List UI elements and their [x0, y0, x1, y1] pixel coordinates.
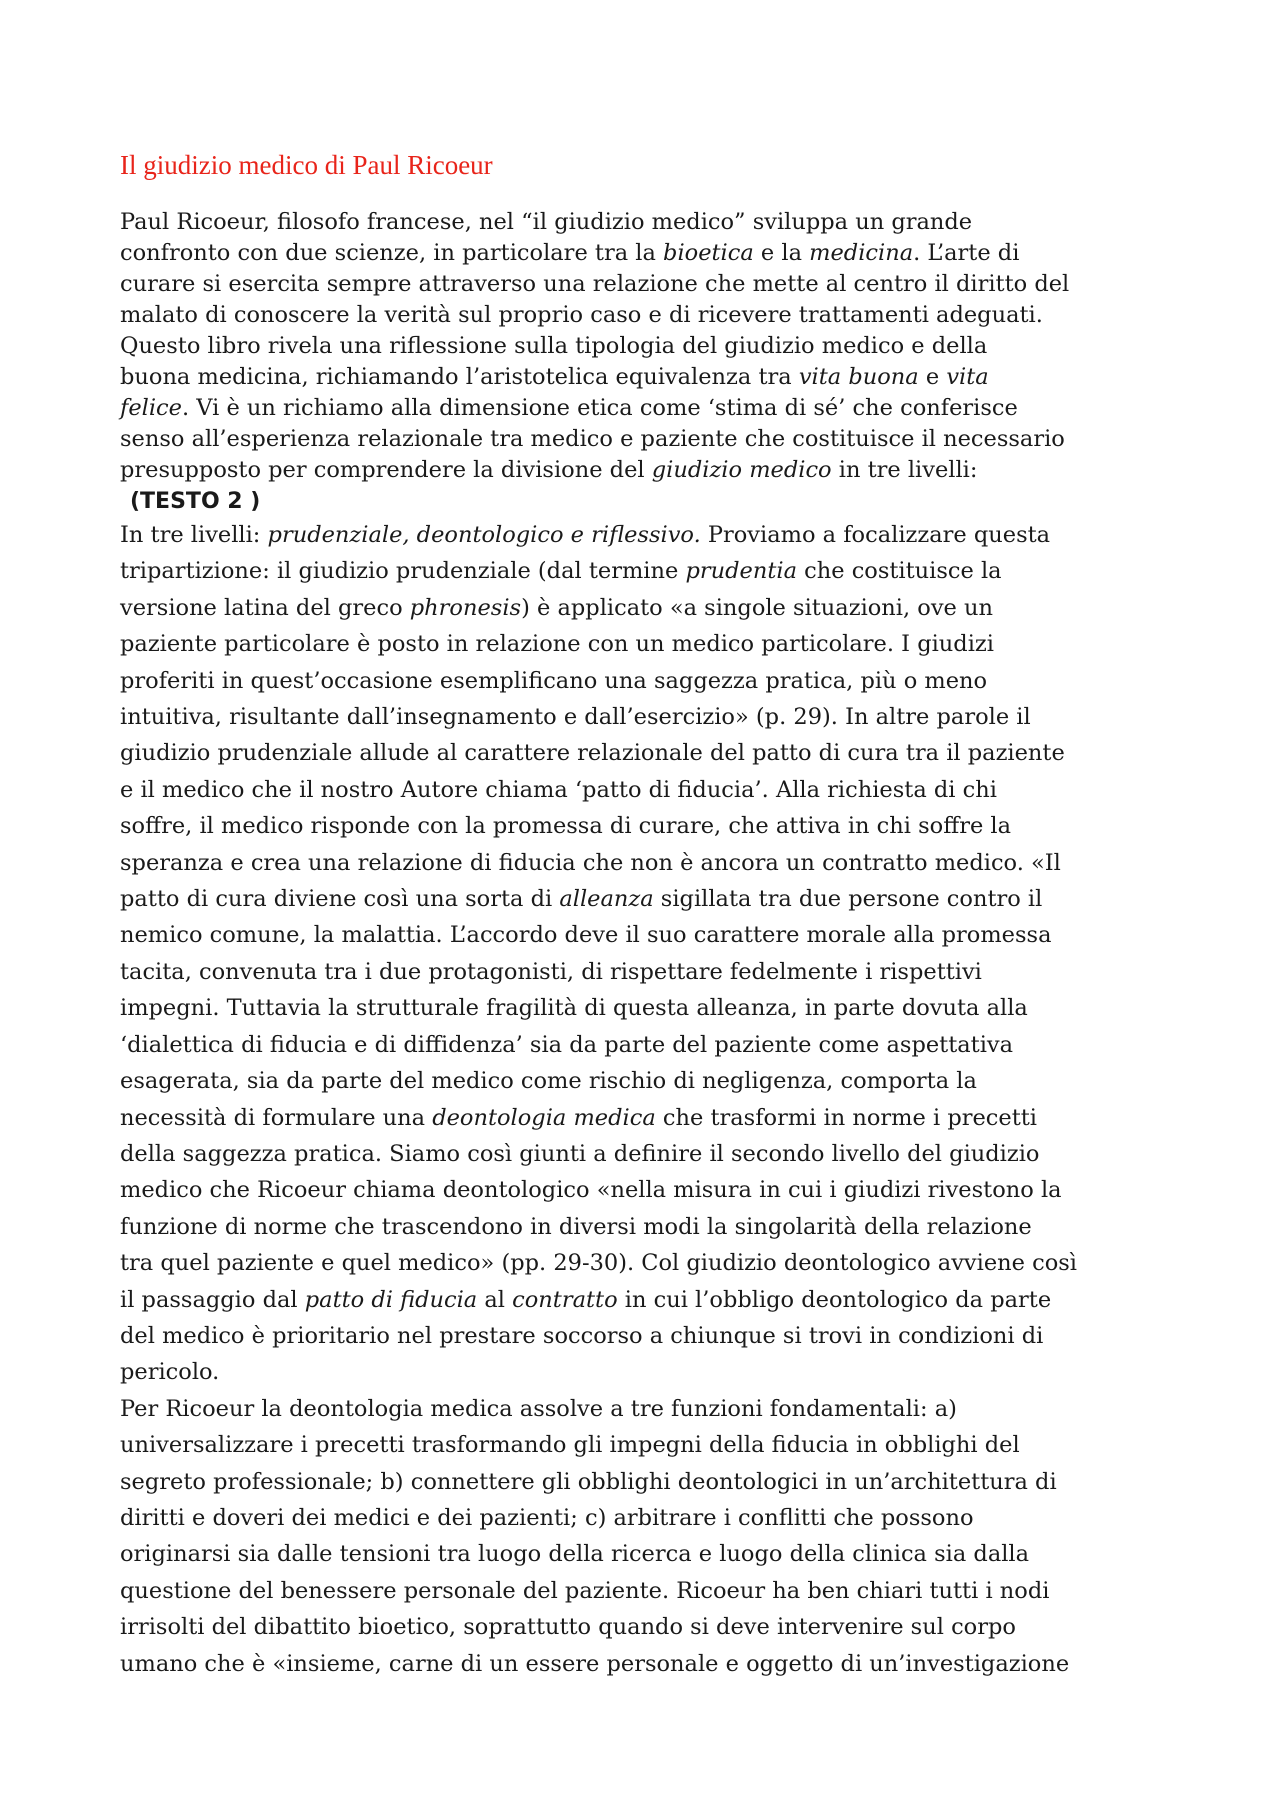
text-run: sigillata tra due persone contro il	[653, 886, 1043, 913]
text-run: Questo libro rivela una riflessione sulla tipologia del giudizio medico e della	[120, 333, 988, 359]
text-line	[120, 424, 1180, 455]
text-run: confronto con due scienze, in particolare tra la	[120, 240, 664, 266]
text-line	[120, 1063, 1180, 1099]
text-run: irrisolti del dibattito bioetico, soprattutto quando si deve intervenire sul corpo	[120, 1614, 1016, 1641]
text-line	[120, 300, 1180, 331]
intro-paragraph	[120, 207, 1180, 486]
text-run: questione del benessere personale del paziente. Ricoeur ha ben chiari tutti i nodi	[120, 1577, 1050, 1604]
text-run: originarsi sia dalle tensioni tra luogo della ricerca e luogo della clinica sia dalla	[120, 1541, 1030, 1568]
text-run: e il medico che il nostro Autore chiama ‘patto di fiducia’. Alla richiesta di chi	[120, 776, 997, 803]
text-run: tra quel paziente e quel medico» (pp. 29-30). Col giudizio deontologico avviene così	[120, 1250, 1078, 1277]
text-line	[120, 845, 1180, 881]
text-run: della saggezza pratica. Siamo così giunti a definire il secondo livello del giudizio	[120, 1140, 1040, 1167]
text-line	[120, 954, 1180, 990]
text-run: Proviamo a focalizzare questa	[700, 522, 1051, 548]
text-run: malato di conoscere la verità sul proprio caso e di ricevere trattamenti adeguati.	[120, 302, 1043, 328]
text-line	[120, 772, 1180, 808]
text-run: paziente particolare è posto in relazione con un medico particolare. I giudizi	[120, 631, 994, 658]
text-line	[120, 881, 1180, 917]
text-run: diritti e doveri dei medici e dei pazienti; c) arbitrare i conflitti che possono	[120, 1504, 974, 1531]
text-run: nemico comune, la malattia. L’accordo deve il suo carattere morale alla promessa	[120, 922, 1052, 949]
text-line	[120, 1318, 1180, 1354]
text-run: Per Ricoeur la deontologia medica assolve a tre funzioni fondamentali: a)	[120, 1395, 957, 1422]
text-run: intuitiva, risultante dall’insegnamento e dall’esercizio» (p. 29). In altre parole il	[120, 704, 1031, 731]
text-line	[120, 590, 1180, 626]
text-line	[120, 553, 1180, 589]
text-line	[120, 1391, 1180, 1427]
text-line	[120, 1282, 1180, 1318]
text-line	[120, 917, 1180, 953]
text-run: impegni. Tuttavia la strutturale fragilità di questa alleanza, in parte dovuta alla	[120, 995, 1028, 1022]
text-run: funzione di norme che trascendono in diversi modi la singolarità della relazione	[120, 1213, 1032, 1240]
text-run: Paul Ricoeur, filosofo francese, nel “il giudizio medico” sviluppa un grande	[120, 209, 973, 235]
text-run: il passaggio dal	[120, 1286, 305, 1313]
text-run: . Vi è un richiamo alla dimensione etica come ‘stima di sé’ che conferisce	[181, 395, 1018, 421]
text-run: speranza e crea una relazione di fiducia che non è ancora un contratto medico. «Il	[120, 849, 1061, 876]
italic-text: bioetica	[663, 240, 754, 266]
italic-text: phronesis	[409, 594, 522, 621]
text-line	[120, 455, 1180, 486]
text-run: che costituisce la	[796, 558, 1002, 585]
text-line	[120, 663, 1180, 699]
text-run: necessità di formulare una	[120, 1104, 433, 1131]
text-run: medico che Ricoeur chiama deontologico «nella misura in cui i giudizi rivestono la	[120, 1177, 1062, 1204]
text-run: in cui l’obbligo deontologico da parte	[617, 1286, 1052, 1313]
text-line	[120, 1573, 1180, 1609]
text-run: giudizio prudenziale allude al carattere relazionale del patto di cura tra il paziente	[120, 740, 1065, 767]
text-run: umano che è «insieme, carne di un essere personale e oggetto di un’investigazione	[120, 1650, 1070, 1677]
text-line	[120, 1172, 1180, 1208]
italic-text: deontologia medica	[432, 1104, 656, 1131]
italic-text: prudenziale, deontologico e riflessivo.	[267, 522, 701, 548]
text-line	[120, 1536, 1180, 1572]
text-run: segreto professionale; b) connettere gli obblighi deontologici in un’architettura di	[120, 1468, 1057, 1495]
italic-text: medicina	[809, 240, 914, 266]
text-line	[120, 1245, 1180, 1281]
text-line	[120, 269, 1180, 300]
italic-text: felice	[120, 395, 182, 421]
text-run: curare si esercita sempre attraverso una relazione che mette al centro il diritto del	[120, 271, 1070, 297]
italic-text: alleanza	[559, 886, 654, 913]
text-line	[120, 1136, 1180, 1172]
text-run: in tre livelli:	[831, 457, 978, 483]
text-run: che trasformi in norme i precetti	[655, 1104, 1037, 1131]
text-run: esagerata, sia da parte del medico come rischio di negligenza, comporta la	[120, 1068, 977, 1095]
text-run: ) è applicato «a singole situazioni, ove un	[521, 594, 994, 621]
text-line	[120, 1100, 1180, 1136]
italic-text: giudizio medico	[651, 457, 832, 483]
italic-text: prudentia	[685, 558, 797, 585]
italic-text: vita buona	[798, 364, 919, 390]
text-run: tacita, convenuta tra i due protagonisti, di rispettare fedelmente i rispettivi	[120, 958, 982, 985]
document-title: Il giudizio medico di Paul Ricoeur	[120, 150, 493, 180]
text-run: proferiti in quest’occasione esemplificano una saggezza pratica, più o meno	[120, 667, 988, 694]
text-line	[120, 362, 1180, 393]
text-line	[120, 1646, 1180, 1682]
text-line	[120, 1464, 1180, 1500]
text-line	[120, 207, 1180, 238]
italic-text: vita	[946, 364, 989, 390]
text-run: tripartizione: il giudizio prudenziale (dal termine	[120, 558, 686, 585]
italic-text: contratto	[512, 1286, 618, 1313]
text-run: del medico è prioritario nel prestare soccorso a chiunque si trovi in condizioni di	[120, 1322, 1044, 1349]
text-line	[120, 393, 1180, 424]
text-line	[120, 1027, 1180, 1063]
text-run: universalizzare i precetti trasformando gli impegni della fiducia in obblighi del	[120, 1432, 1020, 1459]
text-reference-label: (TESTO 2 )	[130, 489, 261, 514]
text-line	[120, 331, 1180, 362]
text-line	[120, 1500, 1180, 1536]
text-run: ‘dialettica di fiducia e di diffidenza’ sia da parte del paziente come aspettativa	[120, 1031, 1014, 1058]
text-run: soffre, il medico risponde con la promessa di curare, che attiva in chi soffre la	[120, 813, 1012, 840]
text-run: patto di cura diviene così una sorta di	[120, 886, 560, 913]
text-run: . L’arte di	[913, 240, 1020, 266]
italic-text: patto di fiducia	[304, 1286, 478, 1313]
text-line	[120, 735, 1180, 771]
text-line	[120, 1354, 1180, 1390]
text-line	[120, 1609, 1180, 1645]
text-line	[120, 517, 1180, 553]
text-line	[120, 1209, 1180, 1245]
body-paragraph	[120, 517, 1180, 1682]
document-page	[120, 150, 1180, 1682]
text-run: presupposto per comprendere la divisione del	[120, 457, 652, 483]
text-run: senso all’esperienza relazionale tra medico e paziente che costituisce il necessario	[120, 426, 1065, 452]
text-line	[120, 990, 1180, 1026]
text-run: e la	[753, 240, 810, 266]
text-line	[120, 699, 1180, 735]
text-run: In tre livelli:	[120, 522, 268, 548]
text-run: al	[477, 1286, 513, 1313]
text-line	[120, 1427, 1180, 1463]
text-run: e	[918, 364, 947, 390]
text-run: versione latina del greco	[120, 594, 410, 621]
text-run: buona medicina, richiamando l’aristotelica equivalenza tra	[120, 364, 799, 390]
text-line	[120, 626, 1180, 662]
text-line	[120, 238, 1180, 269]
text-line	[120, 808, 1180, 844]
text-run: pericolo.	[120, 1359, 220, 1386]
